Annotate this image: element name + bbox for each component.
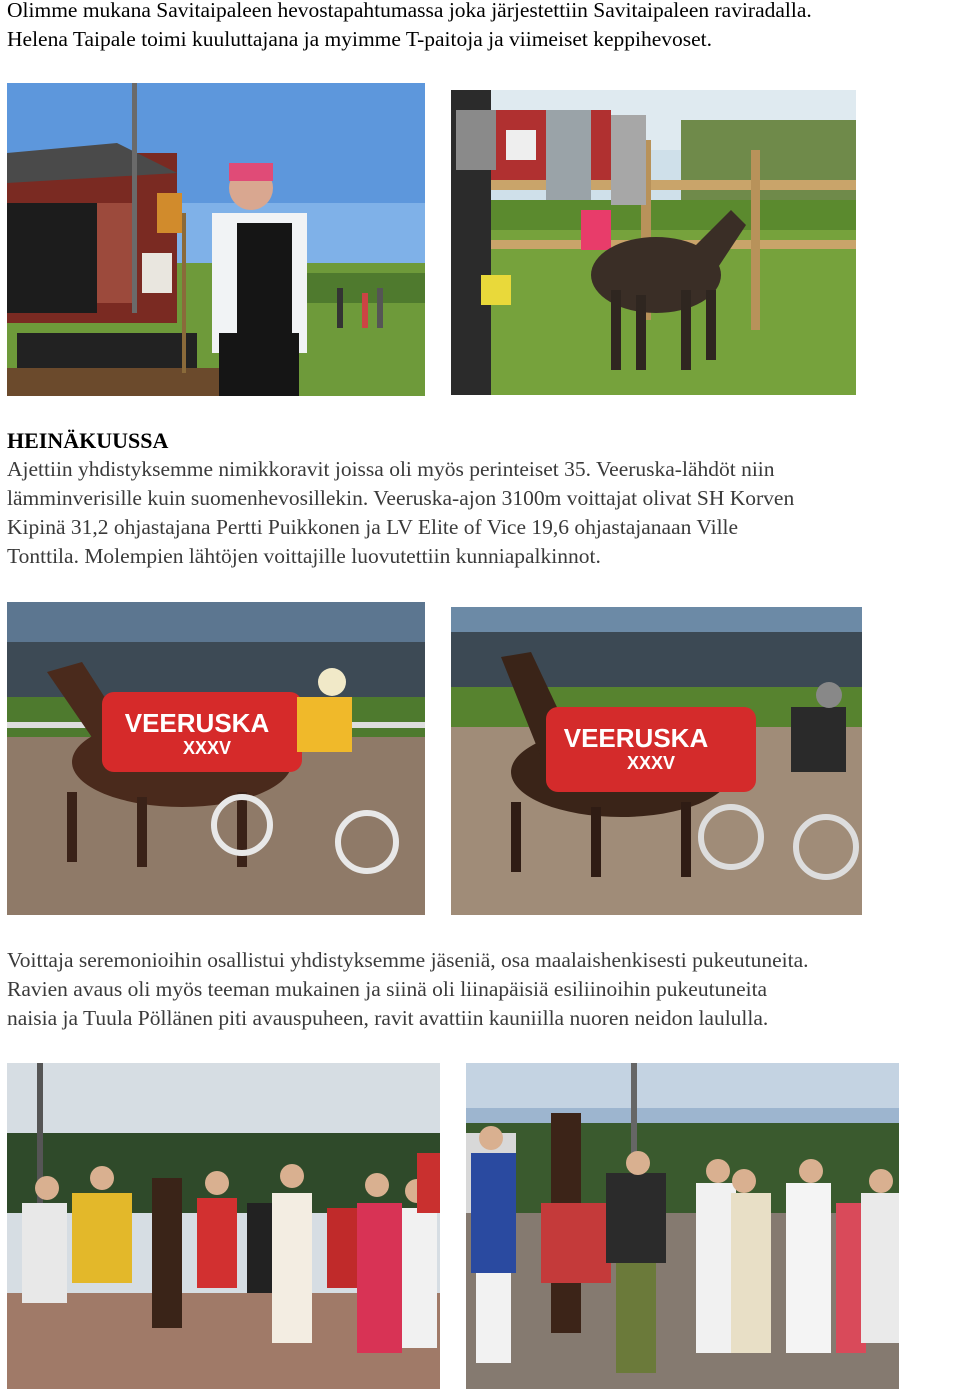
photo-ceremony-group-1 <box>7 1063 440 1389</box>
july-paragraph <box>7 426 960 571</box>
photo-ceremony-group-2 <box>466 1063 899 1389</box>
blanket-number-2: XXXV <box>626 753 676 773</box>
july-line-4: Tonttila. Molempien lähtöjen voittajille luovutettiin kunniapalkinnot. <box>7 544 601 568</box>
intro-line-1: Olimme mukana Savitaipaleen hevostapahtumassa joka järjestettiin Savitaipaleen raviradalla. <box>7 0 812 22</box>
photo-woman-at-stall <box>7 83 425 396</box>
photo-winner-horse-2 <box>451 607 862 915</box>
photo-winner-horse-1 <box>7 602 425 915</box>
july-line-1: Ajettiin yhdistyksemme nimikkoravit joissa oli myös perinteiset 35. Veeruska-lähdöt niin <box>7 457 775 481</box>
july-heading: HEINÄKUUSSA <box>7 428 169 453</box>
photo-foal-in-paddock <box>451 90 856 395</box>
ceremony-line-3: naisia ja Tuula Pöllänen piti avauspuheen, ravit avattiin kauniilla nuoren neidon laululla. <box>7 1006 769 1030</box>
blanket-text-1: VEERUSKA <box>124 708 270 738</box>
ceremony-line-2: Ravien avaus oli myös teeman mukainen ja siinä oli liinapäisiä esiliinoihin pukeutuneita <box>7 977 768 1001</box>
intro-paragraph <box>7 0 960 54</box>
blanket-number-1: XXXV <box>182 738 232 758</box>
july-line-3: Kipinä 31,2 ohjastajana Pertti Puikkonen ja LV Elite of Vice 19,6 ohjastajanaan Ville <box>7 515 739 539</box>
blanket-text-2: VEERUSKA <box>563 723 709 753</box>
ceremony-paragraph <box>7 946 960 1033</box>
july-line-2: lämminverisille kuin suomenhevosillekin. Veeruska-ajon 3100m voittajat olivat SH Korven <box>7 486 795 510</box>
ceremony-line-1: Voittaja seremonioihin osallistui yhdistyksemme jäseniä, osa maalaishenkisesti pukeutuneita. <box>7 948 809 972</box>
intro-line-2: Helena Taipale toimi kuuluttajana ja myimme T-paitoja ja viimeiset keppihevoset. <box>7 27 713 51</box>
